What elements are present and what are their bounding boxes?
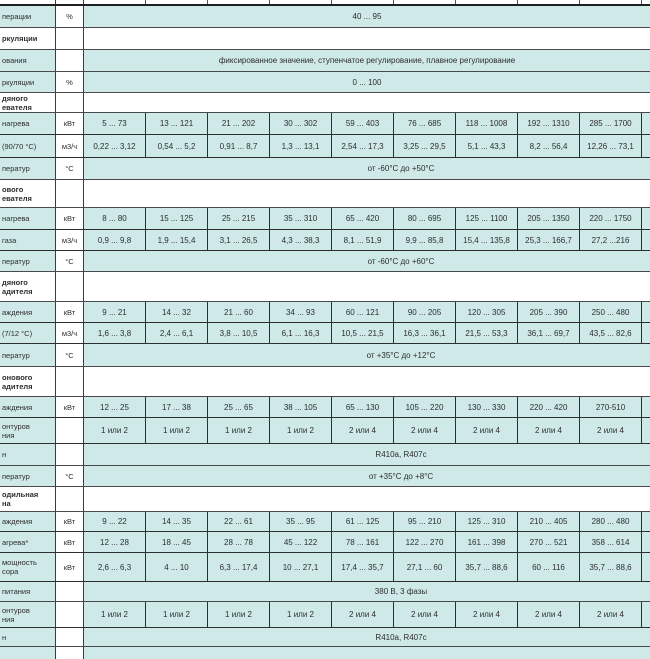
value-cell: 120 ... 305 — [456, 302, 518, 322]
span-cell — [84, 367, 650, 396]
row-label-line: нагрева — [2, 119, 30, 128]
table-row — [0, 444, 650, 466]
table-row — [0, 602, 650, 628]
section-header-row — [0, 28, 650, 50]
value-cell: 21,5 ... 53,3 — [456, 323, 518, 343]
clipped-column — [642, 553, 650, 581]
value-cell: 80 ... 695 — [394, 208, 456, 229]
row-label-line: ркуляции — [2, 77, 35, 87]
value-cell: 95 ... 210 — [394, 512, 456, 531]
row-label-line: нагрева — [2, 214, 30, 223]
row-label-line: н — [2, 450, 7, 459]
unit-cell — [56, 647, 84, 659]
value-cell: 13 ... 121 — [146, 113, 208, 134]
value-cell: 12,26 ... 73,1 — [580, 135, 642, 157]
value-cell: 1,6 ... 3,8 — [84, 323, 146, 343]
unit-cell — [56, 582, 84, 601]
row-label-line: дяного — [2, 277, 28, 287]
row-label-line: адителя — [2, 381, 33, 391]
table-row — [0, 582, 650, 602]
table-row — [0, 532, 650, 553]
table-row — [0, 158, 650, 180]
value-cell: 3,1 ... 26,5 — [208, 230, 270, 250]
value-cell: 27,2 ...216 — [580, 230, 642, 250]
unit-cell: кВт — [56, 302, 84, 322]
unit-cell — [56, 180, 84, 207]
value-cell: 0,22 ... 3,12 — [84, 135, 146, 157]
value-cell: 21 ... 60 — [208, 302, 270, 322]
clipped-column — [642, 302, 650, 322]
span-cell — [84, 180, 650, 207]
row-label-line: агрева* — [2, 537, 29, 547]
value-cell: 1 или 2 — [84, 602, 146, 627]
table-row — [0, 302, 650, 323]
table-row — [0, 344, 650, 367]
value-cell — [580, 0, 642, 4]
table-row — [0, 553, 650, 582]
value-cell: 16,3 ... 36,1 — [394, 323, 456, 343]
row-label-line: ния — [2, 430, 15, 440]
value-cell: 220 ... 420 — [518, 397, 580, 417]
value-cell: 30 ... 302 — [270, 113, 332, 134]
table-row — [0, 208, 650, 230]
row-label — [0, 6, 56, 27]
value-cell: 250 ... 480 — [580, 302, 642, 322]
row-label — [0, 208, 56, 229]
unit-cell: м3/ч — [56, 135, 84, 157]
value-cell: 1 или 2 — [270, 602, 332, 627]
value-cell: 280 ... 480 — [580, 512, 642, 531]
value-cell: 2 или 4 — [394, 418, 456, 443]
value-cell: 8 ... 80 — [84, 208, 146, 229]
clipped-column — [642, 208, 650, 229]
value-cell: 1 или 2 — [84, 418, 146, 443]
value-cell: 35 ... 95 — [270, 512, 332, 531]
value-cell: 65 ... 420 — [332, 208, 394, 229]
row-label-line: аждения — [2, 402, 33, 412]
value-cell: 1 или 2 — [208, 418, 270, 443]
value-cell: 105 ... 220 — [394, 397, 456, 417]
table-row — [0, 628, 650, 647]
value-cell — [146, 0, 208, 4]
row-label — [0, 50, 56, 71]
value-cell: 4 ... 10 — [146, 553, 208, 581]
value-cell: 2,6 ... 6,3 — [84, 553, 146, 581]
row-label — [0, 628, 56, 646]
value-cell: 125 ... 310 — [456, 512, 518, 531]
value-cell: 60 ... 116 — [518, 553, 580, 581]
span-cell: от -60°C до +50°C — [84, 158, 650, 179]
value-cell: 22 ... 61 — [208, 512, 270, 531]
value-cell: 2 или 4 — [456, 602, 518, 627]
row-label — [0, 251, 56, 271]
row-label — [0, 272, 56, 301]
value-cell: 270-510 — [580, 397, 642, 417]
row-label — [0, 444, 56, 465]
value-cell — [84, 0, 146, 4]
table-row — [0, 397, 650, 418]
row-label-line: адителя — [2, 286, 33, 296]
row-label-line: аждения — [2, 307, 33, 317]
value-cell: 25,3 ... 166,7 — [518, 230, 580, 250]
value-cell: 2 или 4 — [456, 418, 518, 443]
value-cell: 2 или 4 — [394, 602, 456, 627]
clipped-column — [642, 532, 650, 552]
row-label-line: онтуров — [2, 421, 30, 431]
value-cell: 9 ... 21 — [84, 302, 146, 322]
section-header-row — [0, 367, 650, 397]
row-label-line: сора — [2, 567, 19, 576]
value-cell: 161 ... 398 — [456, 532, 518, 552]
row-label — [0, 0, 56, 4]
table-row — [0, 230, 650, 251]
row-label — [0, 323, 56, 343]
value-cell: 220 ... 1750 — [580, 208, 642, 229]
row-label-line: ния — [2, 614, 15, 624]
value-cell: 90 ... 205 — [394, 302, 456, 322]
unit-cell — [56, 272, 84, 301]
unit-cell — [56, 367, 84, 396]
value-cell: 122 ... 270 — [394, 532, 456, 552]
value-cell: 130 ... 330 — [456, 397, 518, 417]
table-row — [0, 72, 650, 93]
value-cell — [270, 0, 332, 4]
row-label — [0, 302, 56, 322]
table-row — [0, 323, 650, 344]
table-body — [0, 6, 650, 647]
row-label — [0, 113, 56, 134]
value-cell: 27,1 ... 60 — [394, 553, 456, 581]
clipped-column — [642, 323, 650, 343]
row-label — [0, 28, 56, 49]
row-label — [0, 418, 56, 443]
row-label-line: н — [2, 632, 7, 642]
row-label-line: мощность — [2, 558, 37, 567]
row-label-line: аждения — [2, 517, 33, 526]
unit-cell — [56, 628, 84, 646]
row-label — [0, 647, 56, 659]
row-label-line: ркуляции — [2, 34, 38, 43]
value-cell: 125 ... 1100 — [456, 208, 518, 229]
value-cell: 1,9 ... 15,4 — [146, 230, 208, 250]
span-cell: R410a, R407c — [84, 628, 650, 646]
value-cell: 118 ... 1008 — [456, 113, 518, 134]
unit-cell — [56, 418, 84, 443]
value-cell: 358 ... 614 — [580, 532, 642, 552]
value-cell — [456, 0, 518, 4]
span-cell: от -60°C до +60°C — [84, 251, 650, 271]
row-label-line: ператур — [2, 350, 30, 360]
value-cell: 18 ... 45 — [146, 532, 208, 552]
clipped-column — [642, 0, 650, 4]
unit-cell — [56, 602, 84, 627]
row-label-line: ования — [2, 56, 27, 65]
table-row — [0, 135, 650, 158]
value-cell: 0,91 ... 8,7 — [208, 135, 270, 157]
value-cell: 0,9 ... 9,8 — [84, 230, 146, 250]
value-cell: 210 ... 405 — [518, 512, 580, 531]
row-label-line: газа — [2, 235, 17, 245]
value-cell — [332, 0, 394, 4]
row-label — [0, 344, 56, 366]
value-cell: 5 ... 73 — [84, 113, 146, 134]
span-cell: от +35°C до +8°C — [84, 466, 650, 486]
row-label — [0, 553, 56, 581]
unit-cell: % — [56, 72, 84, 92]
value-cell: 192 ... 1310 — [518, 113, 580, 134]
row-label-line: на — [2, 499, 11, 508]
clipped-column — [642, 113, 650, 134]
unit-cell — [56, 50, 84, 71]
value-cell — [518, 0, 580, 4]
value-cell: 8,2 ... 56,4 — [518, 135, 580, 157]
value-cell: 9 ... 22 — [84, 512, 146, 531]
unit-cell — [56, 93, 84, 112]
row-label — [0, 367, 56, 396]
value-cell: 25 ... 215 — [208, 208, 270, 229]
value-cell: 1 или 2 — [146, 602, 208, 627]
unit-cell: м3/ч — [56, 230, 84, 250]
clipped-column — [642, 418, 650, 443]
value-cell: 1 или 2 — [208, 602, 270, 627]
unit-cell: кВт — [56, 553, 84, 581]
unit-cell: кВт — [56, 208, 84, 229]
row-label-line: одильная — [2, 490, 39, 499]
value-cell: 35,7 ... 88,6 — [580, 553, 642, 581]
value-cell: 5,1 ... 43,3 — [456, 135, 518, 157]
value-cell: 17 ... 38 — [146, 397, 208, 417]
value-cell: 35 ... 310 — [270, 208, 332, 229]
value-cell: 205 ... 390 — [518, 302, 580, 322]
unit-cell: °C — [56, 158, 84, 179]
span-cell — [84, 93, 650, 112]
clipped-column — [642, 512, 650, 531]
clipped-column — [642, 602, 650, 627]
value-cell: 6,1 ... 16,3 — [270, 323, 332, 343]
value-cell: 34 ... 93 — [270, 302, 332, 322]
value-cell: 1,3 ... 13,1 — [270, 135, 332, 157]
table-row — [0, 113, 650, 135]
value-cell: 76 ... 685 — [394, 113, 456, 134]
value-cell: 61 ... 125 — [332, 512, 394, 531]
unit-cell: °C — [56, 251, 84, 271]
span-cell — [84, 28, 650, 49]
row-label-line: евателя — [2, 102, 32, 112]
row-label — [0, 93, 56, 112]
unit-cell — [56, 28, 84, 49]
row-label-line: ового — [2, 184, 24, 194]
value-cell: 65 ... 130 — [332, 397, 394, 417]
value-cell: 60 ... 121 — [332, 302, 394, 322]
value-cell: 1 или 2 — [146, 418, 208, 443]
value-cell: 285 ... 1700 — [580, 113, 642, 134]
clipped-column — [642, 397, 650, 417]
value-cell: 45 ... 122 — [270, 532, 332, 552]
table-row — [0, 466, 650, 487]
value-cell: 205 ... 1350 — [518, 208, 580, 229]
value-cell: 25 ... 65 — [208, 397, 270, 417]
value-cell: 17,4 ... 35,7 — [332, 553, 394, 581]
row-label-line: онтуров — [2, 605, 30, 615]
row-label-line: (90/70 °C) — [2, 141, 37, 151]
value-cell: 3,8 ... 10,5 — [208, 323, 270, 343]
row-label-line: ператур — [2, 256, 30, 266]
row-label — [0, 397, 56, 417]
row-label — [0, 466, 56, 486]
value-cell: 2,4 ... 6,1 — [146, 323, 208, 343]
value-cell: 2 или 4 — [580, 418, 642, 443]
row-label-line: (7/12 °C) — [2, 328, 33, 338]
value-cell: 14 ... 35 — [146, 512, 208, 531]
unit-cell: °C — [56, 344, 84, 366]
value-cell: 8,1 ... 51,9 — [332, 230, 394, 250]
value-cell: 14 ... 32 — [146, 302, 208, 322]
value-cell: 38 ... 105 — [270, 397, 332, 417]
clipped-column — [642, 230, 650, 250]
table-row — [0, 251, 650, 272]
value-cell: 15 ... 125 — [146, 208, 208, 229]
row-label — [0, 532, 56, 552]
value-cell: 35,7 ... 88,6 — [456, 553, 518, 581]
span-cell: 40 ... 95 — [84, 6, 650, 27]
clipped-row-bottom — [0, 647, 650, 659]
span-cell: фиксированное значение, ступенчатое регулирование, плавное регулирование — [84, 50, 650, 71]
unit-cell — [56, 444, 84, 465]
row-label — [0, 512, 56, 531]
row-label — [0, 487, 56, 511]
row-label — [0, 230, 56, 250]
span-cell: 0 ... 100 — [84, 72, 650, 92]
value-cell: 0,54 ... 5,2 — [146, 135, 208, 157]
row-label — [0, 582, 56, 601]
value-cell: 12 ... 25 — [84, 397, 146, 417]
value-cell: 2 или 4 — [518, 418, 580, 443]
row-label — [0, 180, 56, 207]
table-row — [0, 418, 650, 444]
value-cell: 2,54 ... 17,3 — [332, 135, 394, 157]
value-cell: 1 или 2 — [270, 418, 332, 443]
value-cell: 59 ... 403 — [332, 113, 394, 134]
span-cell: R410a, R407c — [84, 444, 650, 465]
section-header-row — [0, 180, 650, 208]
value-cell: 2 или 4 — [332, 602, 394, 627]
row-label — [0, 72, 56, 92]
value-cell: 43,5 ... 82,6 — [580, 323, 642, 343]
value-cell: 15,4 ... 135,8 — [456, 230, 518, 250]
value-cell: 9,9 ... 85,8 — [394, 230, 456, 250]
section-header-row — [0, 272, 650, 302]
value-cell: 28 ... 78 — [208, 532, 270, 552]
unit-cell: % — [56, 6, 84, 27]
row-label — [0, 158, 56, 179]
unit-cell: кВт — [56, 113, 84, 134]
value-cell: 10 ... 27,1 — [270, 553, 332, 581]
value-cell: 78 ... 161 — [332, 532, 394, 552]
value-cell: 12 ... 28 — [84, 532, 146, 552]
value-cell: 36,1 ... 69,7 — [518, 323, 580, 343]
value-cell: 270 ... 521 — [518, 532, 580, 552]
span-cell — [84, 487, 650, 511]
span-cell: 380 В, 3 фазы — [84, 582, 650, 601]
value-cell: 6,3 ... 17,4 — [208, 553, 270, 581]
row-label-line: ператур — [2, 471, 30, 481]
row-label-line: перации — [2, 12, 32, 21]
value-cell: 2 или 4 — [580, 602, 642, 627]
table-row — [0, 6, 650, 28]
row-label-line: питания — [2, 587, 31, 596]
unit-cell: кВт — [56, 532, 84, 552]
value-cell: 2 или 4 — [332, 418, 394, 443]
value-cell — [394, 0, 456, 4]
value-cell: 4,3 ... 38,3 — [270, 230, 332, 250]
table-row — [0, 512, 650, 532]
unit-cell: кВт — [56, 512, 84, 531]
section-header-row — [0, 93, 650, 113]
row-label-line: онового — [2, 372, 33, 382]
value-cell: 10,5 ... 21,5 — [332, 323, 394, 343]
span-cell — [84, 647, 650, 659]
unit-cell — [56, 487, 84, 511]
unit-cell: кВт — [56, 397, 84, 417]
value-cell: 2 или 4 — [518, 602, 580, 627]
span-cell — [84, 272, 650, 301]
unit-cell: °C — [56, 466, 84, 486]
row-label-line: ператур — [2, 164, 30, 173]
span-cell: от +35°C до +12°C — [84, 344, 650, 366]
row-label — [0, 135, 56, 157]
clipped-column — [642, 135, 650, 157]
section-header-row — [0, 487, 650, 512]
table-row — [0, 50, 650, 72]
value-cell — [208, 0, 270, 4]
unit-cell — [56, 0, 84, 4]
unit-cell: м3/ч — [56, 323, 84, 343]
row-label — [0, 602, 56, 627]
row-label-line: дяного — [2, 93, 28, 103]
value-cell: 21 ... 202 — [208, 113, 270, 134]
row-label-line: евателя — [2, 193, 32, 203]
value-cell: 3,25 ... 29,5 — [394, 135, 456, 157]
